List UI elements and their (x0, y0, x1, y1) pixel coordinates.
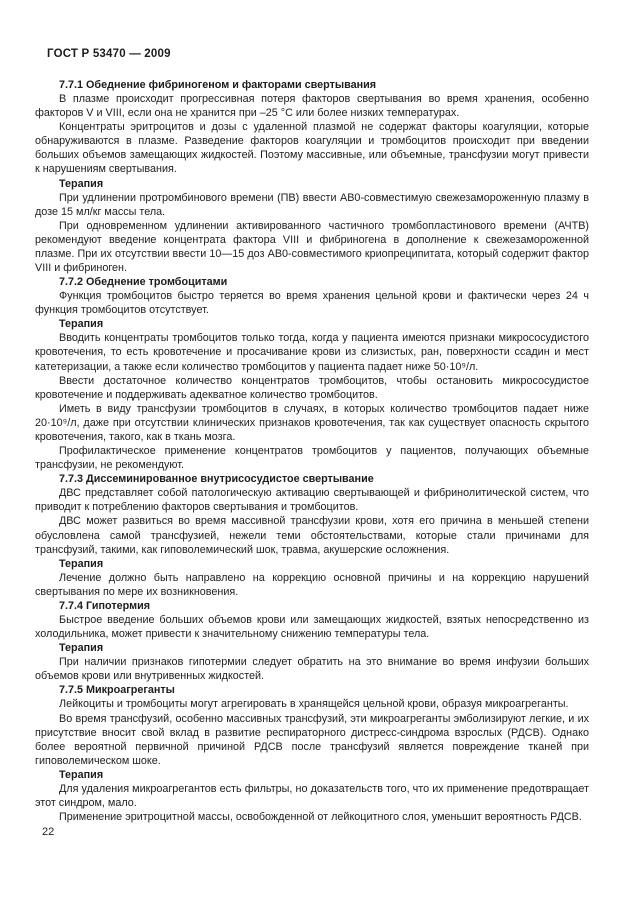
paragraph: Иметь в виду трансфузии тромбоцитов в случаях, в которых количество тромбоцитов падает ниже 20·10⁹/л, даже при отсутствии клинических признаков кровотечения, так как существует опасность скрытого кровотечения, такого, как в ткань мозга. (35, 402, 589, 443)
page-number: 22 (42, 826, 55, 838)
section-heading: 7.7.4 Гипотермия (59, 599, 151, 612)
section-heading: 7.7.3 Диссеминированное внутрисосудистое свертывание (59, 473, 374, 486)
document-body (35, 78, 589, 824)
paragraph: Применение эритроцитной массы, освобожденной от лейкоцитного слоя, уменьшит вероятность РДСВ. (59, 811, 582, 824)
section-heading: Терапия (59, 768, 104, 781)
section-heading: Терапия (59, 177, 104, 190)
paragraph: При одновременном удлинении активированного частичного тромбопластинового времени (АЧТВ) рекомендуют введение концентрата фактора VIII и фибриногена в дополнение к свежезамороженной плазме. При их отсутствии ввести 10—15 доз АВ0-совместимого криопреципитата, который содержит фактор VIII и фибриноген. (35, 219, 589, 275)
section-heading: 7.7.2 Обеднение тромбоцитами (59, 276, 228, 289)
paragraph: Лечение должно быть направлено на коррекцию основной причины и на коррекцию нарушений свертывания по мере их возникновения. (35, 571, 589, 598)
paragraph: Лейкоциты и тромбоциты могут агрегировать в хранящейся цельной крови, образуя микроагреганты. (59, 698, 569, 711)
paragraph: В плазме происходит прогрессивная потеря факторов свертывания во время хранения, особенно факторов V и VIII, если она не хранится при –25 °С или более низких температурах. (35, 93, 589, 120)
paragraph: Функция тромбоцитов быстро теряется во время хранения цельной крови и фактически через 24 ч функция тромбоцитов отсутствует. (35, 290, 589, 317)
paragraph: Концентраты эритроцитов и дозы с удаленной плазмой не содержат факторы коагуляции, которые обнаруживаются в плазме. Разведение факторов коагуляции и тромбоцитов происходит при введении больших объемов замещающих жидкостей. Поэтому массивные, или объемные, трансфузии могут привести к нарушениям свертывания. (35, 121, 589, 176)
section-heading: 7.7.5 Микроагреганты (59, 684, 175, 697)
paragraph: При удлинении протромбинового времени (ПВ) ввести АВ0-совместимую свежезамороженную плазму в дозе 15 мл/кг массы тела. (35, 191, 589, 218)
section-heading: Терапия (59, 557, 104, 570)
section-heading: 7.7.1 Обеднение фибриногеном и факторами свертывания (59, 79, 377, 91)
paragraph: Быстрое введение больших объемов крови или замещающих жидкостей, взятых непосредственно из холодильника, может привести к значительному снижению температуры тела. (35, 613, 589, 641)
paragraph: Для удаления микроагрегантов есть фильтры, но доказательств того, что их применение предотвращает этот синдром, мало. (35, 782, 589, 809)
paragraph: Профилактическое применение концентратов тромбоцитов у пациентов, получающих объемные трансфузии, не рекомендуют. (35, 445, 589, 472)
paragraph: ДВС представляет собой патологическую активацию свертывающей и фибринолитической систем, что приводит к потреблению факторов свертывания и тромбоцитов. (35, 487, 589, 514)
section-heading: Терапия (59, 318, 104, 331)
paragraph: Во время трансфузий, особенно массивных трансфузий, эти микроагреганты эмболизируют легкие, и их присутствие вносит свой вклад в развитие респираторного дистресс-синдрома взрослых (РДСВ). Однако более вероятной первичной причиной РДСВ после трансфузий является повреждение тканей при гиповолемическом шоке. (35, 712, 589, 767)
paragraph: Вводить концентраты тромбоцитов только тогда, когда у пациента имеются признаки микрососудистого кровотечения, то есть кровотечение и просачивание крови из слизистых, ран, поверхности ссадин и мест катетеризации, а также если количество тромбоцитов у пациента падает ниже 50·10⁹/л. (35, 332, 589, 373)
paragraph: При наличии признаков гипотермии следует обратить на это внимание во время инфузии больших объемов крови или внутривенных жидкостей. (35, 656, 589, 683)
paragraph: ДВС может развиться во время массивной трансфузии крови, хотя его причина в меньшей степени обусловлена самой трансфузией, нежели теми обстоятельствами, которые стали причинами для трансфузий, такими, как гиповолемический шок, травма, акушерские осложнения. (35, 515, 589, 556)
document-header: ГОСТ Р 53470 — 2009 (47, 48, 171, 60)
section-heading: Терапия (59, 642, 104, 655)
paragraph: Ввести достаточное количество концентратов тромбоцитов, чтобы остановить микрососудистое кровотечение и поддерживать адекватное количество тромбоцитов. (35, 374, 589, 401)
